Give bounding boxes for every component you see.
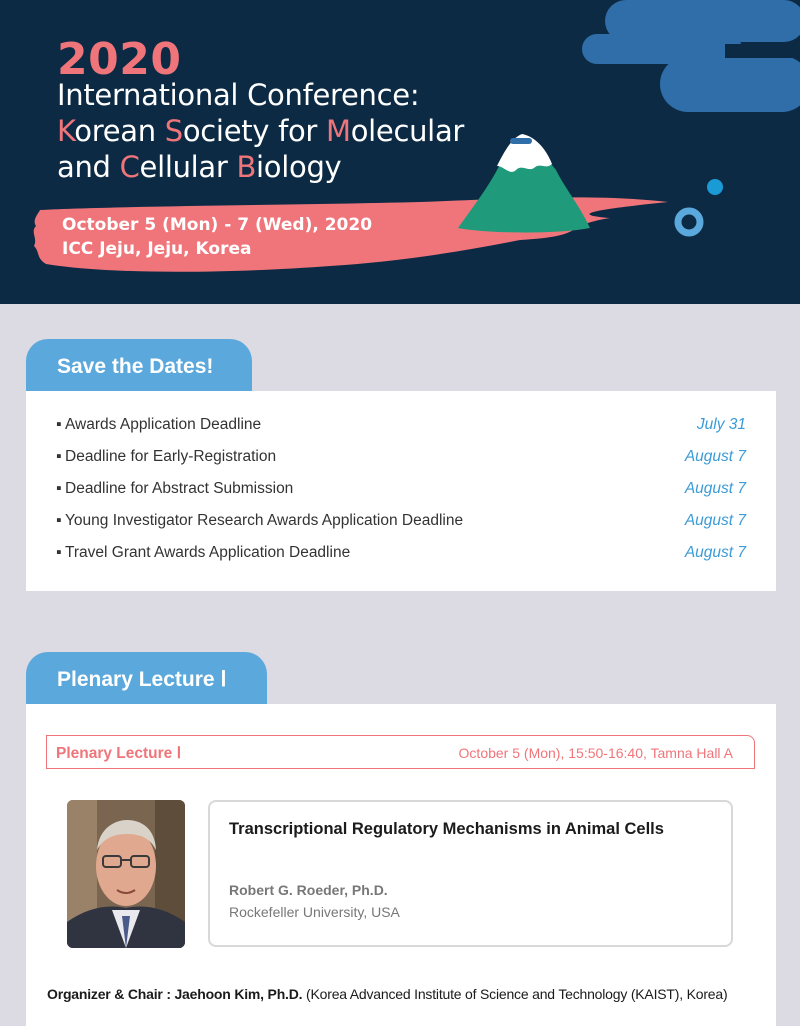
- deadline-label: Awards Application Deadline: [65, 416, 262, 433]
- speaker-name: Robert G. Roeder, Ph.D.: [229, 882, 388, 898]
- lecture-details-box: [208, 800, 733, 947]
- deadline-row: [56, 480, 746, 502]
- conference-dates: October 5 (Mon) - 7 (Wed), 2020: [62, 215, 373, 235]
- deadline-label: Deadline for Abstract Submission: [65, 480, 294, 497]
- title-segment: orean: [74, 114, 165, 148]
- deadline-row: [56, 416, 746, 438]
- plenary-lecture-card: [26, 704, 776, 1026]
- title-segment: ellular: [139, 150, 237, 184]
- bullet-icon: ▪: [56, 512, 62, 529]
- conference-title-line-2: [57, 114, 464, 148]
- title-segment: olecular: [350, 114, 465, 148]
- chair-label: Organizer & Chair : Jaehoon Kim, Ph.D.: [47, 986, 303, 1002]
- cloud-shape: [582, 0, 800, 112]
- title-segment: S: [164, 114, 183, 148]
- lecture-title: Transcriptional Regulatory Mechanisms in Animal Cells: [229, 820, 664, 838]
- title-segment: C: [119, 150, 140, 184]
- title-segment: and: [57, 150, 120, 184]
- lecture-schedule: October 5 (Mon), 15:50-16:40, Tamna Hall A: [458, 745, 733, 761]
- title-segment: M: [325, 114, 351, 148]
- speaker-photo: [67, 800, 185, 948]
- lecture-info-bar: [46, 735, 755, 769]
- deadline-label: Deadline for Early-Registration: [65, 448, 277, 465]
- title-segment: B: [236, 150, 257, 184]
- deadline-label: Young Investigator Research Awards Application Deadline: [65, 512, 464, 529]
- speaker-affiliation: Rockefeller University, USA: [229, 904, 400, 920]
- deadline-date: August 7: [684, 480, 746, 497]
- conference-venue: ICC Jeju, Jeju, Korea: [62, 239, 252, 259]
- plenary-lecture-heading: Plenary Lecture Ⅰ: [26, 652, 267, 704]
- deadline-row: [56, 544, 746, 566]
- deadline-label: Travel Grant Awards Application Deadline: [65, 544, 351, 561]
- deadline-date: August 7: [684, 544, 746, 561]
- bullet-icon: ▪: [56, 448, 62, 465]
- deadline-date: August 7: [684, 448, 746, 465]
- save-the-dates-card: [26, 391, 776, 591]
- bullet-icon: ▪: [56, 544, 62, 561]
- title-segment: iology: [256, 150, 342, 184]
- lecture-name: Plenary Lecture Ⅰ: [56, 745, 182, 762]
- header-banner: [0, 0, 800, 304]
- organizer-chair: [47, 986, 727, 1002]
- deadline-date: August 7: [684, 512, 746, 529]
- conference-title-line-1: International Conference:: [57, 78, 420, 112]
- title-segment: K: [57, 114, 75, 148]
- decorative-dot: [707, 179, 723, 195]
- decorative-ring: [678, 211, 700, 233]
- deadline-row: [56, 448, 746, 470]
- deadline-row: [56, 512, 746, 534]
- chair-affiliation: (Korea Advanced Institute of Science and Technology (KAIST), Korea): [306, 986, 728, 1002]
- conference-title-line-3: [57, 150, 341, 184]
- mountain-illustration: [458, 134, 590, 233]
- bullet-icon: ▪: [56, 416, 62, 433]
- title-segment: ociety for: [182, 114, 326, 148]
- save-the-dates-heading: Save the Dates!: [26, 339, 252, 391]
- conference-year: 2020: [57, 34, 182, 85]
- bullet-icon: ▪: [56, 480, 62, 497]
- deadline-date: July 31: [696, 416, 746, 433]
